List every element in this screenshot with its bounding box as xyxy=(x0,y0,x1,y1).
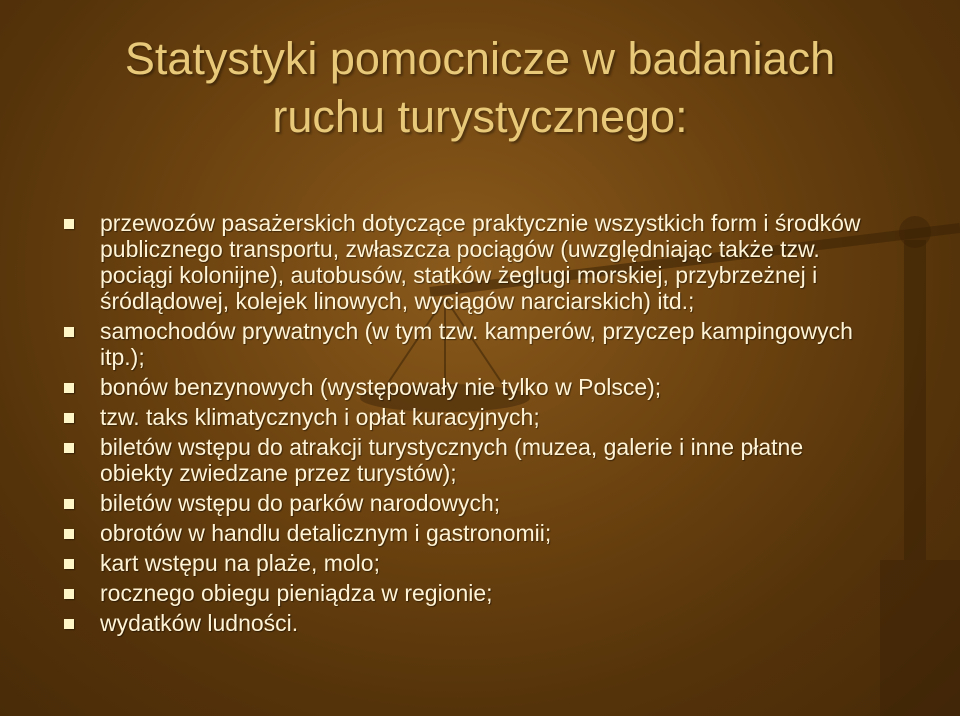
list-item xyxy=(58,520,878,546)
square-bullet-icon xyxy=(64,413,74,423)
list-item-text: samochodów prywatnych (w tym tzw. kamperów, przyczep kampingowych itp.); xyxy=(100,318,853,370)
list-item-text: wydatków ludności. xyxy=(100,610,299,636)
list-item-text: biletów wstępu do atrakcji turystycznych (muzea, galerie i inne płatne obiekty zwiedzane przez turystów); xyxy=(100,434,804,486)
square-bullet-icon xyxy=(64,327,74,337)
list-item xyxy=(58,580,878,606)
list-item-text: bonów benzynowych (występowały nie tylko w Polsce); xyxy=(100,374,662,400)
slide-title-line-2: ruchu turystycznego: xyxy=(272,91,688,142)
list-item xyxy=(58,374,878,400)
list-item xyxy=(58,210,878,314)
list-item xyxy=(58,404,878,430)
square-bullet-icon xyxy=(64,559,74,569)
list-item-text: obrotów w handlu detalicznym i gastronomii; xyxy=(100,520,552,546)
square-bullet-icon xyxy=(64,219,74,229)
square-bullet-icon xyxy=(64,499,74,509)
slide-title-line-1: Statystyki pomocnicze w badaniach xyxy=(124,33,836,84)
list-item xyxy=(58,610,878,636)
list-item-text: biletów wstępu do parków narodowych; xyxy=(100,490,501,516)
list-item-text: rocznego obiegu pieniądza w regionie; xyxy=(100,580,493,606)
bullet-list xyxy=(58,210,878,640)
slide-title xyxy=(40,30,920,146)
square-bullet-icon xyxy=(64,443,74,453)
list-item xyxy=(58,318,878,370)
square-bullet-icon xyxy=(64,589,74,599)
list-item xyxy=(58,434,878,486)
list-item-text: tzw. taks klimatycznych i opłat kuracyjnych; xyxy=(100,404,540,430)
square-bullet-icon xyxy=(64,619,74,629)
list-item xyxy=(58,550,878,576)
list-item-text: kart wstępu na plaże, molo; xyxy=(100,550,380,576)
square-bullet-icon xyxy=(64,529,74,539)
square-bullet-icon xyxy=(64,383,74,393)
list-item-text: przewozów pasażerskich dotyczące praktycznie wszystkich form i środków publicznego transportu, zwłaszcza pociągów (uwzględniając także tzw. pociągi kolonijne), autobusów, statków żeglugi morskiej, przybrzeżnej i śródlądowej, kolejek linowych, wyciągów narciarskich) itd.; xyxy=(100,210,861,314)
list-item xyxy=(58,490,878,516)
